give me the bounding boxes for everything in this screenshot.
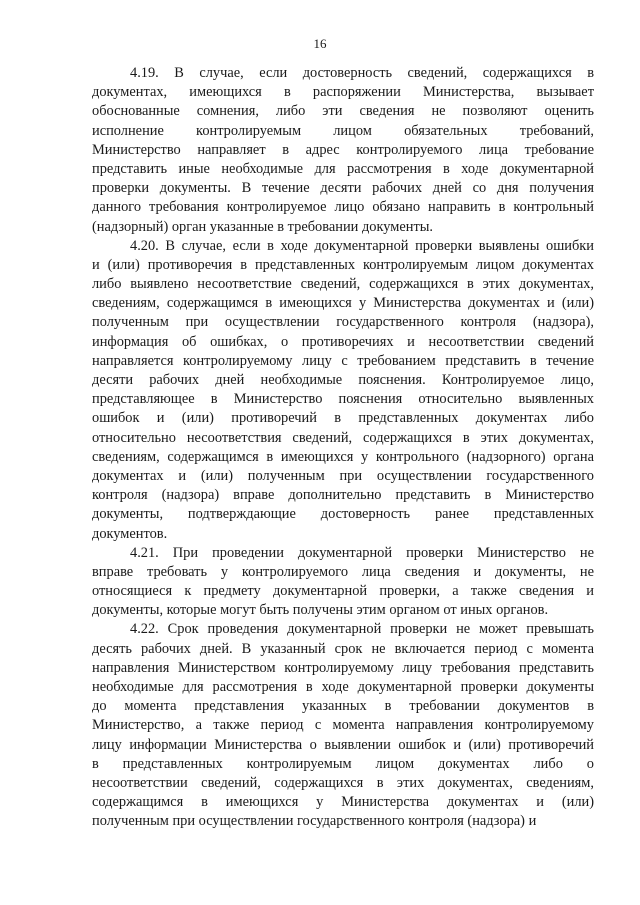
paragraph-4-19	[92, 64, 594, 237]
text-line: полученным при осуществлении государственного контроля (надзора) и	[92, 813, 537, 830]
text-line: (надзорный) орган указанные в требовании документы.	[92, 218, 434, 235]
text-line: 4.22. Срок проведения документарной проверки не может превышать	[130, 621, 594, 638]
text-line: представить иные необходимые для рассмотрения в ходе документарной	[92, 160, 594, 177]
text-line: исполнение контролируемым лицом обязательных требований,	[92, 122, 594, 139]
text-line: содержащимся в имеющихся у Министерства документах и (или)	[92, 794, 594, 811]
text-line: 4.19. В случае, если достоверность сведений, содержащихся в	[130, 65, 594, 81]
page-number: 16	[313, 36, 327, 51]
text-line: несоответствии сведений, содержащихся в этих документах, сведениям,	[92, 774, 594, 791]
text-line: 4.21. При проведении документарной проверки Министерство не	[130, 544, 594, 561]
text-line: сведениям, содержащимся в имеющихся у контрольного (надзорного) органа	[92, 448, 594, 465]
text-line: документов.	[92, 525, 168, 542]
text-line: десяти рабочих дней необходимые пояснения. Контролируемое лицо,	[92, 372, 594, 388]
text-line: относящиеся к предмету документарной проверки, а также сведения и	[92, 583, 594, 600]
text-line: ошибок и (или) противоречий в представленных документах либо	[92, 410, 594, 427]
text-line: данного требования контролируемое лицо обязано направить в контрольный	[92, 199, 594, 216]
text-line: информация об ошибках, о противоречиях и несоответствии сведений	[92, 333, 594, 350]
text-line: документы, которые могут быть получены этим органом от иных органов.	[92, 602, 549, 619]
document-body	[92, 64, 594, 832]
text-line: Министерство направляет в адрес контролируемого лица требование	[92, 141, 594, 158]
text-line: документах и (или) полученным при осуществлении государственного	[92, 467, 594, 484]
text-line: Министерство, а также период с момента направления контролируемому	[92, 717, 594, 734]
text-line: 4.20. В случае, если в ходе документарной проверки выявлены ошибки	[130, 237, 594, 254]
text-line: проверки документы. В течение десяти рабочих дней со дня получения	[92, 180, 594, 197]
text-line: обоснованные сомнения, либо эти сведения не позволяют оценить	[92, 103, 594, 120]
text-line: необходимые для рассмотрения в ходе документарной проверки документы	[92, 679, 594, 695]
text-line: документах, имеющихся в распоряжении Министерства, вызывает	[92, 84, 594, 101]
text-line: в представленных контролируемым лицом документах либо о	[92, 755, 594, 772]
text-line: направляется контролируемому лицу с требованием представить в течение	[92, 352, 594, 369]
text-line: представляющее в Министерство пояснения относительно выявленных	[92, 391, 594, 408]
text-line: десять рабочих дней. В указанный срок не включается период с момента	[92, 640, 594, 657]
text-line: лицу информации Министерства о выявлении ошибок и (или) противоречий	[92, 736, 594, 753]
text-line: вправе требовать у контролируемого лица сведения и документы, не	[92, 563, 594, 580]
paragraph-4-22	[92, 620, 594, 831]
text-line: относительно несоответствия сведений, содержащихся в этих документах,	[92, 429, 594, 446]
text-line: направления Министерством контролируемому лицу требования представить	[92, 659, 594, 676]
text-line: контроля (надзора) вправе дополнительно представить в Министерство	[92, 487, 594, 504]
text-line: полученным при осуществлении государственного контроля (надзора),	[92, 314, 594, 331]
text-line: либо выявлено несоответствие сведений, содержащихся в этих документах,	[92, 276, 594, 293]
text-line: до момента представления указанных в требовании документов в	[92, 698, 594, 715]
paragraph-4-21	[92, 544, 594, 621]
text-line: и (или) противоречия в представленных контролируемым лицом документах	[92, 256, 594, 273]
text-line: документы, подтверждающие достоверность ранее представленных	[92, 506, 594, 523]
text-line: сведениям, содержащимся в имеющихся у Министерства документах и (или)	[92, 295, 594, 312]
paragraph-4-20	[92, 237, 594, 544]
